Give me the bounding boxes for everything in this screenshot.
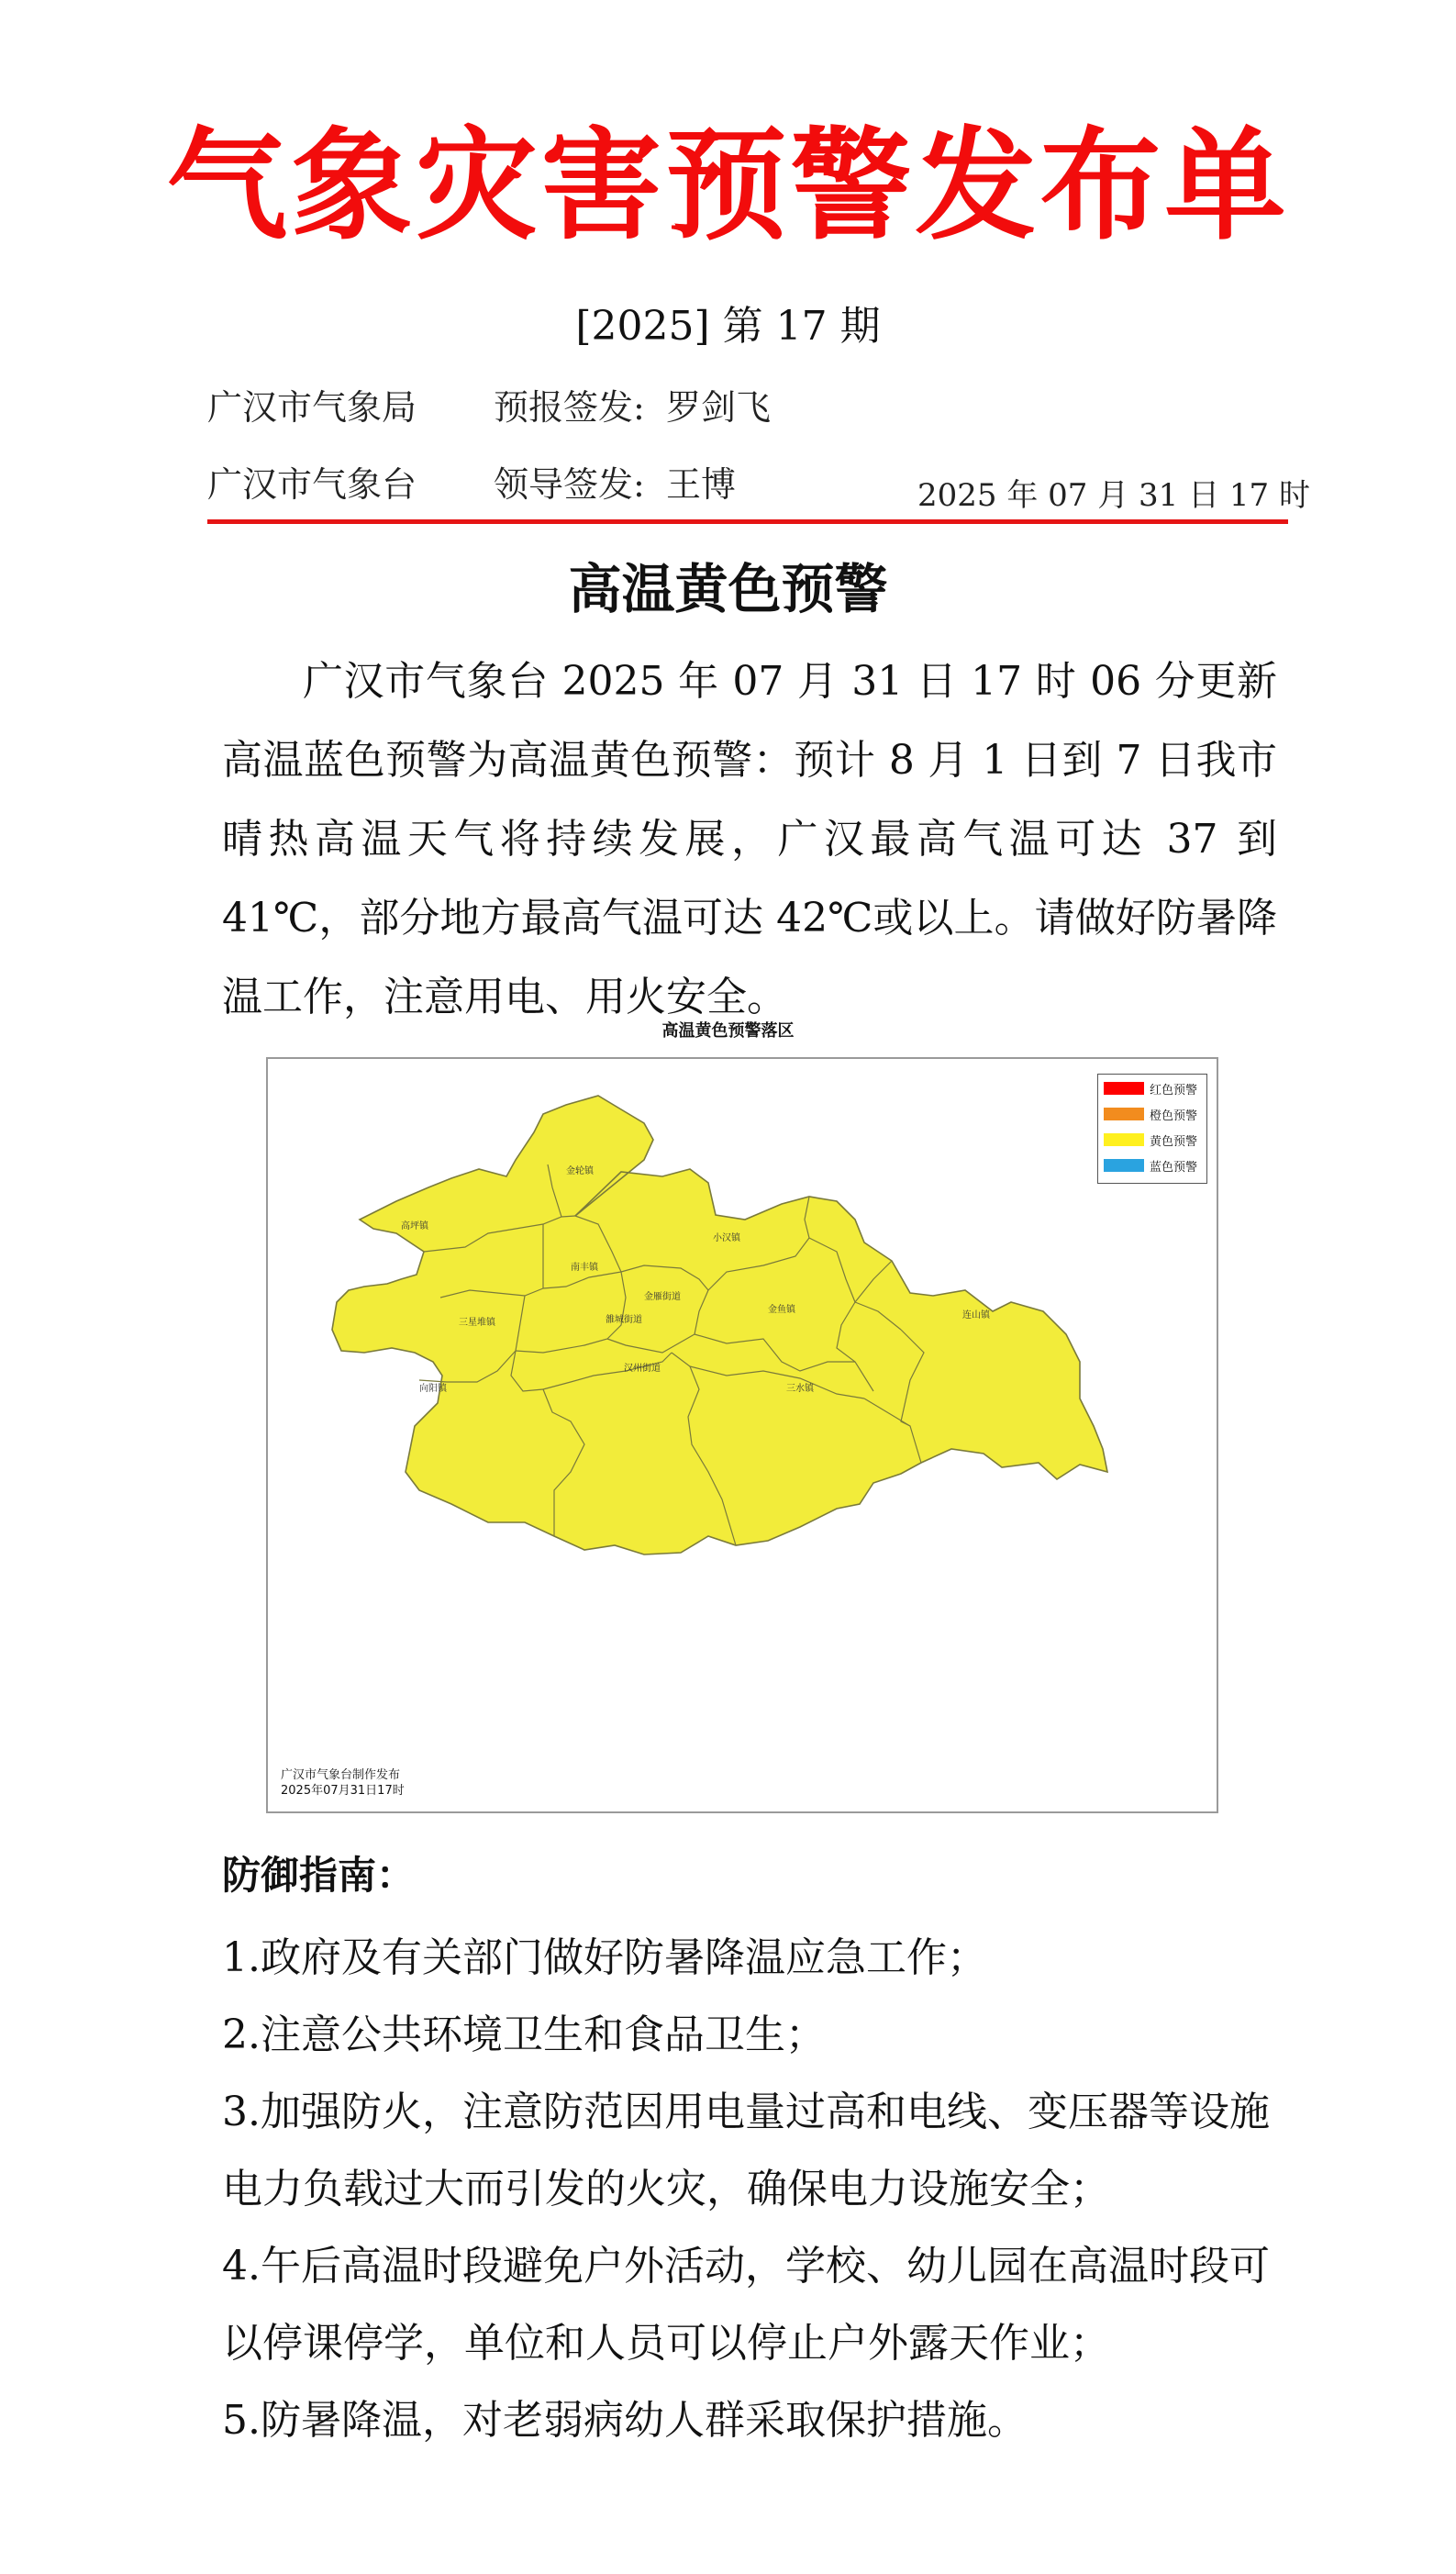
- defense-guide-list: [222, 1920, 1277, 2459]
- legend-label-blue: 蓝色预警: [1150, 1160, 1198, 1175]
- map-svg: [268, 1059, 1217, 1811]
- defense-guide-title: 防御指南：: [222, 1853, 416, 1898]
- legend-label-red: 红色预警: [1150, 1083, 1198, 1098]
- town-label: 南丰镇: [571, 1263, 598, 1273]
- header-divider: [207, 519, 1288, 524]
- town-label: 金轮镇: [566, 1166, 594, 1176]
- leader-signer: 王博: [666, 464, 737, 505]
- town-label: 小汉镇: [713, 1233, 740, 1243]
- town-label: 雒城街道: [606, 1315, 642, 1325]
- guide-item: 1.政府及有关部门做好防暑降温应急工作；: [222, 1934, 987, 1981]
- map-legend: [1097, 1074, 1207, 1184]
- legend-swatch-yellow: [1104, 1133, 1144, 1146]
- legend-item-orange: [1104, 1106, 1197, 1122]
- guide-item: 4.午后高温时段避免户外活动，学校、幼儿园在高温时段可以停课停学，单位和人员可以停止户外露天作业；: [222, 2243, 1270, 2367]
- issuing-org-station: 广汉市气象台: [207, 464, 417, 505]
- town-label: 向阳镇: [419, 1384, 447, 1394]
- map-issuer: [281, 1767, 405, 1799]
- map-title: 高温黄色预警落区: [661, 1021, 795, 1041]
- town-label: 金雁街道: [644, 1292, 681, 1302]
- guide-item: 5.防暑降温，对老弱病幼人群采取保护措施。: [222, 2397, 1028, 2444]
- legend-label-orange: 橙色预警: [1150, 1109, 1198, 1123]
- issue-datetime: 2025 年 07 月 31 日 17 时: [917, 477, 1310, 514]
- map-issued-at: 2025年07月31日17时: [281, 1784, 405, 1798]
- town-label: 高坪镇: [401, 1221, 428, 1231]
- guide-item: 3.加强防火，注意防范因用电量过高和电线、变压器等设施电力负载过大而引发的火灾，确保电力设施安全；: [222, 2089, 1270, 2212]
- town-label: 三星堆镇: [459, 1318, 495, 1328]
- warning-map: [266, 1057, 1218, 1813]
- legend-swatch-blue: [1104, 1159, 1144, 1172]
- issue-number: [2025] 第 17 期: [575, 303, 881, 350]
- forecast-sign-label: 预报签发:: [494, 387, 645, 428]
- legend-label-yellow: 黄色预警: [1150, 1134, 1198, 1149]
- guide-item: 2.注意公共环境卫生和食品卫生；: [222, 2011, 826, 2058]
- issuing-org-bureau: 广汉市气象局: [207, 387, 417, 428]
- map-issuer-name: 广汉市气象台制作发布: [281, 1768, 401, 1782]
- legend-item-yellow: [1104, 1131, 1197, 1148]
- legend-item-blue: [1104, 1157, 1197, 1174]
- legend-swatch-red: [1104, 1082, 1144, 1095]
- town-label: 汉州街道: [624, 1364, 661, 1374]
- leader-sign-label: 领导签发:: [494, 464, 645, 505]
- forecast-signer: 罗剑飞: [666, 387, 772, 428]
- document-title: 气象灾害预警发布单: [166, 115, 1290, 257]
- warning-body: 广汉市气象台 2025 年 07 月 31 日 17 时 06 分更新高温蓝色预警为高温黄色预警：预计 8 月 1 日到 7 日我市晴热高温天气将持续发展，广汉最高气温可达 37 到 41℃，部分地方最高气温可达 42℃或以上。请做好防暑降温工作，注意用电、用火安全。: [222, 658, 1277, 1020]
- county-area: [332, 1096, 1107, 1554]
- warning-title: 高温黄色预警: [568, 558, 888, 620]
- legend-item-red: [1104, 1080, 1197, 1097]
- town-label: 三水镇: [786, 1384, 814, 1394]
- region-layer: [332, 1096, 1107, 1554]
- legend-swatch-orange: [1104, 1108, 1144, 1120]
- town-label: 连山镇: [962, 1310, 990, 1320]
- town-label: 金鱼镇: [768, 1305, 795, 1315]
